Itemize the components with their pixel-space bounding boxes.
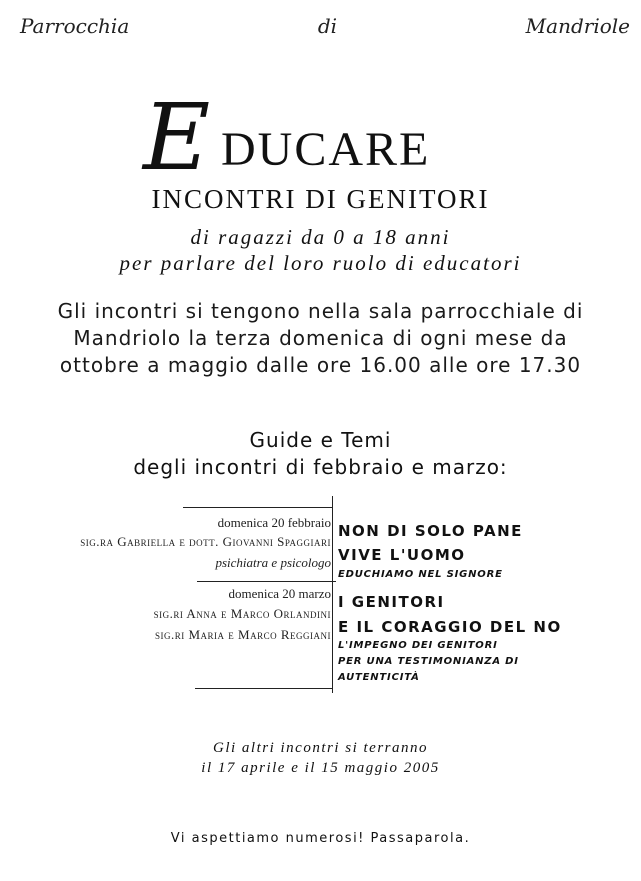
meeting-theme: NON DI SOLO PANE [338, 522, 523, 540]
meeting-date: domenica 20 febbraio [217, 515, 331, 530]
meeting-date: domenica 20 marzo [228, 586, 331, 601]
divider-vertical [332, 496, 333, 693]
guide-subheading: degli incontri di febbraio e marzo: [133, 455, 508, 479]
meeting-subtheme: L'IMPEGNO DEI GENITORI [338, 640, 498, 651]
intro-line: Gli incontri si tengono nella sala parrocchiale di [57, 299, 584, 323]
meeting-theme: I GENITORI [338, 593, 445, 611]
final-message: Vi aspettiamo numerosi! Passaparola. [170, 831, 471, 846]
intro-line: Mandriolo la terza domenica di ogni mese da [73, 326, 568, 350]
meeting-guides: sig.ra Gabriella e dott. Giovanni Spaggiari [80, 534, 331, 549]
header-word: Mandriole [525, 14, 630, 38]
parish-header [20, 14, 630, 40]
intro-paragraph [10, 298, 631, 379]
meeting-guides: sig.ri Maria e Marco Reggiani [154, 627, 331, 642]
meeting-role: psichiatra e psicologo [215, 555, 331, 570]
header-word: Parrocchia [20, 14, 130, 38]
meeting-subtheme: PER UNA TESTIMONIANZA DI [338, 656, 519, 667]
header-word: di [317, 14, 338, 38]
tagline-line: per parlare del loro ruolo di educatori [119, 251, 522, 275]
tagline-line: di ragazzi da 0 a 18 anni [190, 225, 451, 249]
meeting-theme: VIVE L'UOMO [338, 546, 466, 564]
closing-line: il 17 aprile e il 15 maggio 2005 [201, 760, 440, 776]
intro-line: ottobre a maggio dalle ore 16.00 alle ore 17.30 [59, 353, 582, 377]
closing-line: Gli altri incontri si terranno [212, 740, 428, 756]
subtitle: INCONTRI DI GENITORI [151, 184, 490, 214]
title-initial: E [143, 84, 211, 191]
title-rest: DUCARE [221, 123, 431, 176]
divider-top [183, 507, 333, 508]
meeting-theme: E IL CORAGGIO DEL NO [338, 618, 562, 636]
meeting-subtheme: EDUCHIAMO NEL SIGNORE [338, 569, 503, 580]
guide-heading: Guide e Temi [249, 428, 392, 452]
divider-middle [197, 581, 336, 582]
meeting-subtheme: AUTENTICITÀ [338, 672, 420, 683]
divider-bottom [195, 688, 333, 689]
page-title [143, 84, 523, 191]
meeting-guides: sig.ri Anna e Marco Orlandini [153, 606, 331, 621]
